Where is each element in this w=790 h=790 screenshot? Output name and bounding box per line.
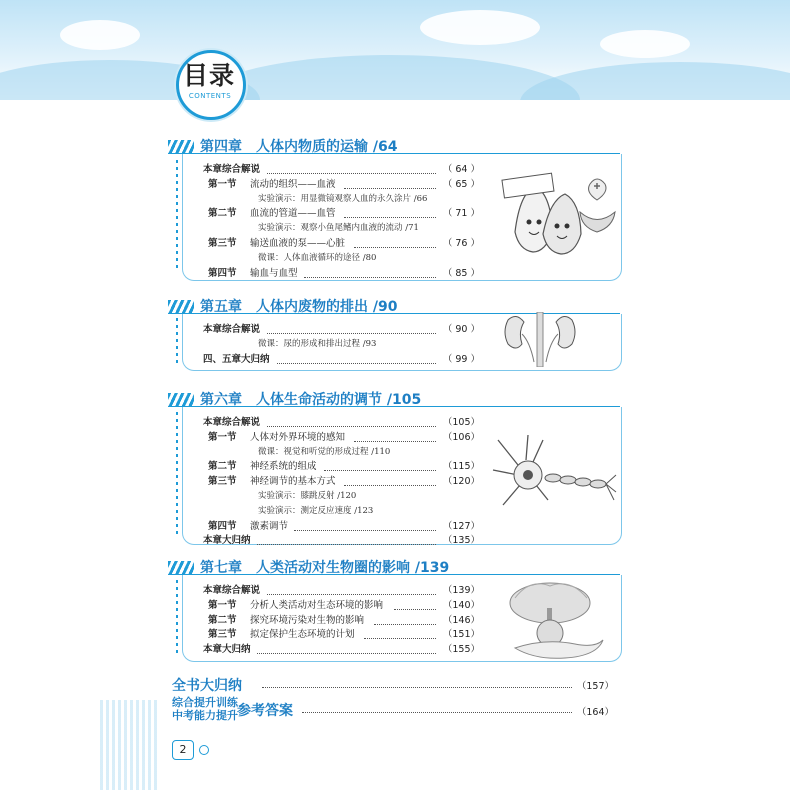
page-ref: （ 65 ） <box>442 178 480 190</box>
entry-label: 本章综合解说 <box>203 164 261 175</box>
section-title: 输血与血型 <box>250 267 298 279</box>
page-ref: （127） <box>442 520 480 532</box>
leader-dots <box>364 629 436 639</box>
answers-label[interactable]: 参考答案 <box>237 703 293 719</box>
leader-dots <box>344 179 436 189</box>
page-dot-icon <box>199 745 209 755</box>
neuron-illustration <box>488 430 618 520</box>
toc-entry[interactable] <box>0 459 790 474</box>
toc-entry[interactable] <box>0 598 790 613</box>
page-ref: （139） <box>442 585 480 596</box>
toc-entry[interactable] <box>0 627 790 642</box>
section-title: 探究环境污染对生物的影响 <box>250 614 365 626</box>
section-number: 第四节 <box>208 267 237 279</box>
page-ref: （115） <box>442 461 480 473</box>
toc-entry[interactable] <box>0 642 790 657</box>
leader-dots <box>354 238 436 248</box>
section-number: 第二节 <box>208 461 237 473</box>
page-ref: （151） <box>442 629 480 641</box>
stripe-mark-icon <box>168 300 194 314</box>
leader-dots <box>262 678 572 688</box>
toc-entry[interactable] <box>0 519 790 534</box>
leader-dots <box>302 703 572 713</box>
page-ref: （157） <box>576 681 614 692</box>
page-number: 2 <box>172 740 194 760</box>
entry-label: 本章综合解说 <box>203 417 261 428</box>
kidney-illustration <box>500 312 580 367</box>
toc-entry[interactable] <box>0 445 790 460</box>
leader-dots <box>257 644 436 654</box>
page-ref: （ 90 ） <box>442 324 480 335</box>
section-number: 第三节 <box>208 238 237 249</box>
leader-dots <box>277 354 436 364</box>
cloud-decoration <box>420 10 540 45</box>
section-number: 第二节 <box>208 614 237 626</box>
sub-entry: 微课：尿的形成和排出过程 /93 <box>258 338 377 349</box>
toc-entry[interactable] <box>0 613 790 628</box>
section-number: 第一节 <box>208 599 237 611</box>
leader-dots <box>304 268 436 278</box>
entry-label: 四、五章大归纳 <box>203 353 270 365</box>
leader-dots <box>257 535 436 545</box>
page-ref: （140） <box>442 599 480 611</box>
section-number: 第四节 <box>208 520 237 532</box>
page-ref: （ 64 ） <box>442 164 480 175</box>
toc-entry[interactable] <box>0 162 790 177</box>
book-summary-label[interactable]: 全书大归纳 <box>172 678 242 694</box>
cloud-decoration <box>60 20 140 50</box>
entry-label: 本章综合解说 <box>203 585 261 596</box>
page-ref: （ 76 ） <box>442 238 480 249</box>
toc-entry[interactable] <box>0 206 790 221</box>
cloud-decoration <box>600 30 690 58</box>
section-number: 第二节 <box>208 208 237 220</box>
page-ref: （106） <box>442 431 480 443</box>
sub-entry: 微课：视觉和听觉的形成过程 /110 <box>258 446 391 457</box>
toc-entry[interactable] <box>0 352 790 367</box>
toc-entry[interactable] <box>0 415 790 430</box>
page-ref: （ 71 ） <box>442 208 480 220</box>
hill-decoration <box>520 62 790 100</box>
chapter-title: 第五章 人体内废物的排出 /90 <box>200 299 398 315</box>
leader-dots <box>267 585 436 595</box>
section-number: 第三节 <box>208 476 237 488</box>
page-subtitle: CONTENTS <box>188 92 232 100</box>
toc-entry[interactable] <box>0 251 790 266</box>
stripe-mark-icon <box>168 393 194 407</box>
toc-entry[interactable] <box>0 337 790 352</box>
sub-entry: 微课：人体血液循环的途径 /80 <box>258 252 377 263</box>
page-title: 目录 <box>182 61 235 90</box>
toc-entry[interactable] <box>0 583 790 598</box>
page-ref: （ 85 ） <box>442 267 480 279</box>
leader-dots <box>267 164 436 174</box>
toc-entry[interactable] <box>0 430 790 445</box>
header-sky <box>0 0 790 100</box>
leader-dots <box>344 208 436 218</box>
entry-label: 本章综合解说 <box>203 324 261 335</box>
toc-entry[interactable] <box>0 322 790 337</box>
toc-entry[interactable] <box>0 177 790 192</box>
chapter-title: 第四章 人体内物质的运输 /64 <box>200 139 398 155</box>
training-line-1: 综合提升训练 <box>172 696 238 709</box>
page-ref: （120） <box>442 476 480 488</box>
entry-label: 本章大归纳 <box>203 535 251 547</box>
page-ref: （ 99 ） <box>442 353 480 365</box>
sub-entry: 实验演示：用显微镜观察人血的永久涂片 /66 <box>258 193 428 204</box>
toc-entry[interactable] <box>0 474 790 489</box>
leader-dots <box>294 521 436 531</box>
page-ref: （105） <box>442 417 480 428</box>
toc-entry[interactable] <box>0 221 790 236</box>
section-title: 血流的管道——血管 <box>250 208 336 220</box>
page-ref: （135） <box>442 535 480 547</box>
sub-entry: 实验演示：测定反应速度 /123 <box>258 505 374 516</box>
toc-entry[interactable] <box>0 236 790 251</box>
section-title: 流动的组织——血液 <box>250 178 336 190</box>
section-title: 人体对外界环境的感知 <box>250 431 346 443</box>
training-line-2: 中考能力提升 <box>172 709 238 722</box>
stripe-mark-icon <box>168 561 194 575</box>
page-ref: （164） <box>576 707 614 718</box>
toc-entry[interactable] <box>0 266 790 281</box>
section-number: 第一节 <box>208 431 237 443</box>
section-title: 神经系统的组成 <box>250 461 317 473</box>
page-ref: （146） <box>442 614 480 626</box>
page-ref: （155） <box>442 644 480 656</box>
toc-entry[interactable] <box>0 533 790 548</box>
leader-dots <box>344 476 436 486</box>
section-title: 神经调节的基本方式 <box>250 476 336 488</box>
section-title: 激素调节 <box>250 520 289 532</box>
chapter-title: 第七章 人类活动对生物圈的影响 /139 <box>200 560 450 576</box>
leader-dots <box>267 324 436 334</box>
toc-entry[interactable] <box>0 489 790 504</box>
earth-in-hand-illustration <box>505 578 605 660</box>
leader-dots <box>354 432 436 442</box>
toc-entry[interactable] <box>0 192 790 207</box>
entry-label: 本章大归纳 <box>203 644 251 656</box>
section-title: 分析人类活动对生态环境的影响 <box>250 599 384 611</box>
leader-dots <box>267 417 436 427</box>
blood-drops-illustration <box>495 172 620 262</box>
stripe-decoration <box>100 700 160 790</box>
leader-dots <box>394 600 436 610</box>
section-number: 第一节 <box>208 178 237 190</box>
toc-entry[interactable] <box>0 504 790 519</box>
sub-entry: 实验演示：膝跳反射 /120 <box>258 491 357 501</box>
leader-dots <box>374 615 436 625</box>
chapter-title: 第六章 人体生命活动的调节 /105 <box>200 392 422 408</box>
stripe-mark-icon <box>168 140 194 154</box>
section-title: 拟定保护生态环境的计划 <box>250 629 355 641</box>
sub-entry: 实验演示：观察小鱼尾鳍内血液的流动 /71 <box>258 223 419 234</box>
section-number: 第三节 <box>208 629 237 641</box>
section-title: 输送血液的泵——心脏 <box>250 238 346 249</box>
leader-dots <box>324 461 436 471</box>
